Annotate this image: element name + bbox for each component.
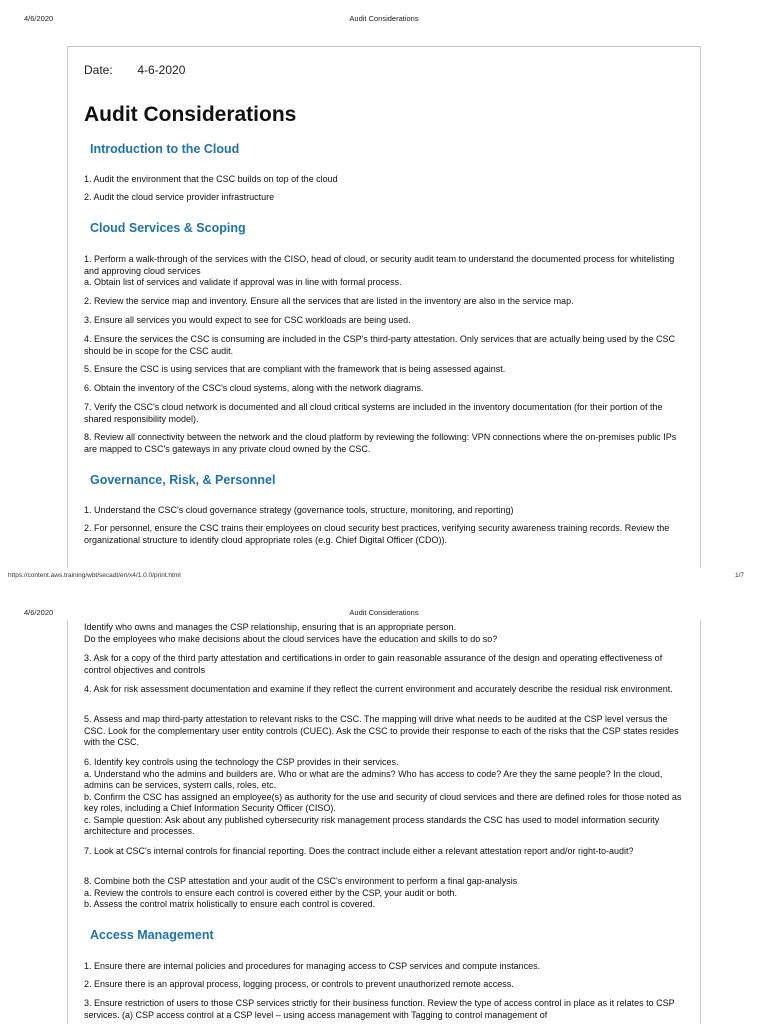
section-heading-intro: Introduction to the Cloud	[90, 142, 240, 156]
date-label: Date:	[84, 63, 113, 77]
list-item: 2. For personnel, ensure the CSC trains their employees on cloud security best practices, verifying security awareness training records. Review the organizational structure to identify cloud appropriate roles (e.g. Chief Digital Officer (CDO)).	[84, 523, 670, 545]
section-intro-list	[84, 174, 684, 186]
list-item: 1. Perform a walk-through of the services with the CISO, head of cloud, or security audit team to understand the documented process for whitelisting and approving cloud services a. Obtain list of services and validate if approval was in line with formal process.	[84, 254, 675, 287]
print-date: 4/6/2020	[24, 14, 54, 23]
list-item: 6. Obtain the inventory of the CSC's cloud systems, along with the network diagrams.	[84, 383, 424, 393]
page-2	[0, 600, 768, 1024]
list-item: 5. Ensure the CSC is using services that are compliant with the framework that is being assessed against.	[84, 364, 506, 374]
footer-url: https://content.aws.training/wbt/secadt/en/x4/1.0.0/print.html	[8, 572, 181, 579]
list-item: 1. Audit the environment that the CSC builds on top of the cloud	[84, 174, 338, 184]
print-title: Audit Considerations	[349, 14, 419, 23]
print-title: Audit Considerations	[349, 608, 419, 617]
list-item: 4. Ask for risk assessment documentation and examine if they reflect the current environment and accurately describe the residual risk environment.	[84, 684, 673, 694]
list-item: 2. Review the service map and inventory. Ensure all the services that are listed in the inventory are also in the service map.	[84, 296, 574, 306]
content-card	[67, 46, 701, 568]
content-card	[67, 620, 701, 1024]
list-item: Identify who owns and manages the CSP relationship, ensuring that is an appropriate person. Do the employees who make decisions about the cloud services have the education and skills to do so?	[84, 622, 498, 644]
list-item: 8. Review all connectivity between the network and the cloud platform by reviewing the following: VPN connections where the on-premises public IPs are mapped to CSC's gateways in any private cloud owned by the CSC.	[84, 432, 677, 454]
date-value: 4-6-2020	[137, 63, 186, 77]
list-item: 3. Ask for a copy of the third party attestation and certifications in order to gain reasonable assurance of the design and operating effectiveness of control objectives and controls	[84, 653, 663, 675]
section-heading-governance: Governance, Risk, & Personnel	[90, 473, 276, 487]
list-item: 5. Assess and map third-party attestation to relevant risks to the CSC. The mapping will drive what needs to be audited at the CSP level versus the CSC. Look for the complementary user entity controls (CUEC). Ask the CSC to provide their response to each of the risks that the CSP states resides with the CSC.	[84, 714, 679, 747]
list-item: 1. Ensure there are internal policies and procedures for managing access to CSP services and compute instances.	[84, 961, 541, 971]
document-title: Audit Considerations	[84, 103, 297, 126]
list-item: 8. Combine both the CSP attestation and your audit of the CSC's environment to perform a final gap-analysis a. Review the controls to ensure each control is covered either by the CSP, your audit or both. b. Assess the control matrix holistically to ensure each control is covered.	[84, 876, 518, 909]
list-item: 3. Ensure all services you would expect to see for CSC workloads are being used.	[84, 315, 411, 325]
date-row	[84, 63, 684, 77]
page-number: 1/7	[734, 572, 744, 579]
list-item: 6. Identify key controls using the technology the CSP provides in their services. a. Understand who the admins and builders are. Who or what are the admins? Who has access to code? Are they the same people? In the cloud, admins can be services, system calls, roles, etc. b. Confirm the CSC has assigned an employee(s) as authority for the use and security of cloud services and there are defined roles for those noted as key roles, including a Chief Information Security Officer (CISO). c. Sample question: Ask about any published cybersecurity risk management process standards the CSC has used to model information security architecture and processes.	[84, 757, 682, 836]
list-item: 7. Verify the CSC's cloud network is documented and all cloud critical systems are included in the inventory documentation (for their portion of the shared responsibility model).	[84, 402, 663, 424]
list-item: 2. Audit the cloud service provider infrastructure	[84, 192, 275, 202]
list-item: 7. Look at CSC's internal controls for financial reporting. Does the contract include either a relevant attestation report and/or right-to-audit?	[84, 846, 634, 856]
section-heading-scoping: Cloud Services & Scoping	[90, 221, 246, 235]
list-item: 4. Ensure the services the CSC is consuming are included in the CSP's third-party attestation. Only services that are actually being used by the CSC should be in scope for the CSC audit.	[84, 334, 676, 356]
list-item: 2. Ensure there is an approval process, logging process, or controls to prevent unauthorized remote access.	[84, 979, 514, 989]
list-item: 3. Ensure restriction of users to those CSP services strictly for their business function. Review the type of access control in place as it relates to CSP services. (a) CSP access control at a CSP level – using access management with Tagging to control management of	[84, 998, 675, 1020]
section-heading-access: Access Management	[90, 928, 214, 942]
list-item: 1. Understand the CSC's cloud governance strategy (governance tools, structure, monitoring, and reporting)	[84, 505, 514, 515]
print-date: 4/6/2020	[24, 608, 54, 617]
